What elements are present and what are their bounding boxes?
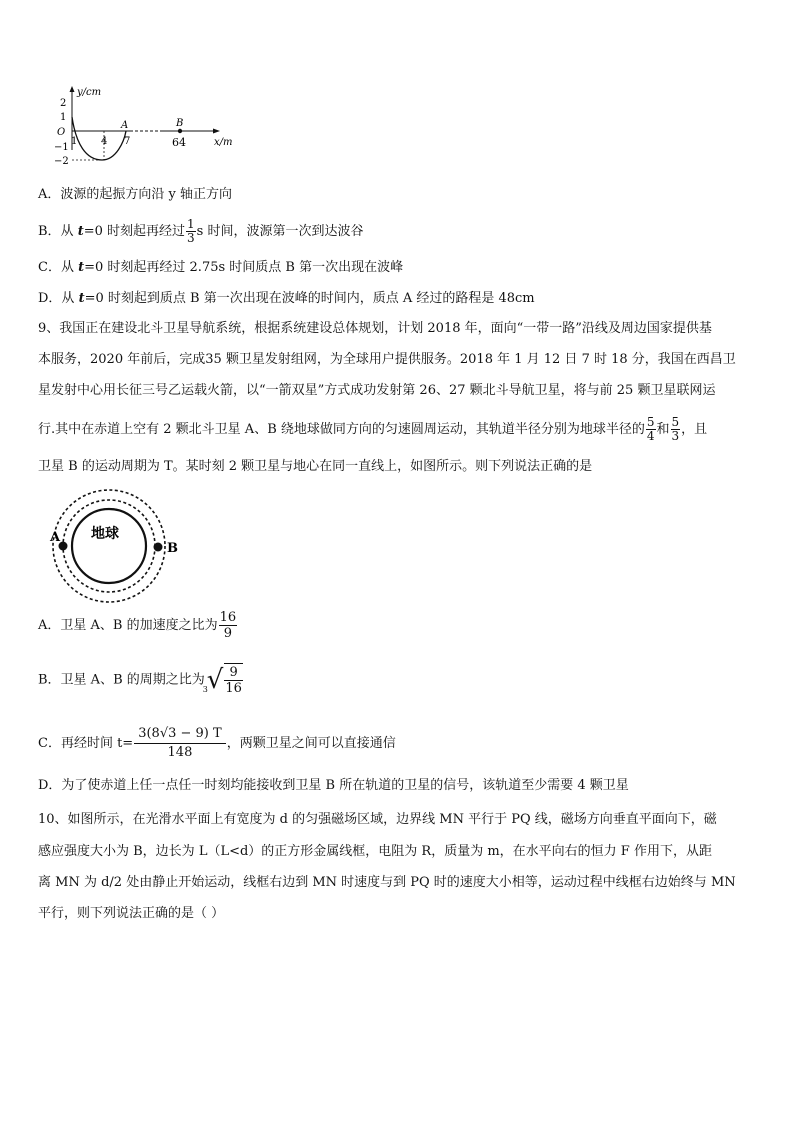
q9-option-a [38, 608, 238, 644]
x-tick-4: 4 [101, 136, 108, 147]
q9-line-4-pre: 行.其中在赤道上空有 2 颗北斗卫星 A、B 绕地球做同方向的匀速圆周运动，其轨道半径分别为地球半径的 [38, 422, 645, 437]
x-tick-64: 64 [172, 136, 186, 149]
q8-option-c-post: =0 时刻起再经过 2.75s 时间质点 B 第一次出现在波峰 [84, 260, 404, 275]
satellite-a-label: A [50, 530, 61, 545]
q8-option-c [38, 259, 403, 277]
q8-option-c-t: t [78, 260, 85, 275]
radical-sign: √ [206, 664, 224, 695]
satellite-b-dot [154, 543, 163, 552]
q9-option-a-pre: A．卫星 A、B 的加速度之比为 [38, 618, 218, 633]
q9-line-1: 9、我国正在建设北斗卫星导航系统，根据系统建设总体规划，计划 2018 年，面向“一带一路”沿线及周边国家提供基 [38, 321, 712, 336]
x-tick-7: 7 [124, 136, 131, 147]
y-tick-1: 1 [60, 112, 67, 123]
q9-option-b-pre: B．卫星 A、B 的周期之比为 [38, 672, 205, 688]
q10-line-4: 平行，则下列说法正确的是（ ） [38, 906, 225, 921]
y-tick-2: 2 [60, 98, 67, 109]
q9-option-c-pre: C．再经时间 t= [38, 736, 134, 751]
earth-label: 地球 [91, 526, 119, 542]
q8-option-b [38, 214, 363, 250]
fraction-numerator: 3(8√3 − 9) T [134, 725, 225, 744]
q8-option-b-fraction [186, 218, 196, 245]
earth-circle [72, 509, 146, 583]
fraction-numerator: 5 [671, 415, 680, 429]
satellite-b-label: B [167, 541, 178, 556]
cube-root [202, 660, 244, 700]
point-b-label: B [176, 118, 184, 129]
fraction-denominator: 16 [225, 681, 242, 696]
q9-line-4-post: ，且 [681, 422, 708, 437]
y-tick-neg2: −2 [54, 156, 69, 167]
q8-option-b-t: t [77, 224, 84, 239]
wave-curve [72, 117, 129, 160]
x-axis-arrow [213, 129, 220, 134]
orbit-diagram [34, 486, 194, 604]
root-index: 3 [202, 685, 208, 694]
q8-option-b-pre: B．从 [38, 224, 78, 239]
fraction-numerator: 1 [187, 217, 195, 231]
y-tick-neg1: −1 [54, 142, 69, 153]
fraction-denominator: 3 [671, 429, 680, 443]
q9-fraction-5-3 [671, 416, 681, 443]
q9-option-c-fraction [134, 725, 225, 762]
q9-option-b-fraction [224, 663, 243, 696]
q8-option-a: A．波源的起振方向沿 y 轴正方向 [38, 187, 232, 202]
x-axis-label: x/m [214, 137, 233, 148]
y-axis-arrow [70, 86, 75, 92]
q9-line-4 [38, 412, 707, 448]
wave-graph [52, 84, 252, 167]
q9-fraction-5-4 [646, 416, 656, 443]
y-axis-label: y/cm [77, 87, 102, 98]
fraction-denominator: 4 [646, 429, 655, 443]
q9-line-5: 卫星 B 的运动周期为 T。某时刻 2 颗卫星与地心在同一直线上，如图所示。则下列说法正确的是 [38, 459, 593, 474]
q8-option-d-post: =0 时刻起到质点 B 第一次出现在波峰的时间内，质点 A 经过的路程是 48cm [84, 291, 535, 306]
q8-option-b-mid: =0 时刻起再经过 [83, 224, 185, 239]
q9-line-4-and: 和 [656, 422, 670, 437]
q8-option-c-pre: C．从 [38, 260, 79, 275]
point-a-label: A [121, 120, 129, 131]
fraction-numerator: 5 [646, 415, 655, 429]
q8-option-d-pre: D．从 [38, 291, 79, 306]
q9-option-d: D．为了使赤道上任一点任一时刻均能接收到卫星 B 所在轨道的卫星的信号，该轨道至少需要 4 颗卫星 [38, 778, 629, 793]
fraction-denominator: 3 [187, 231, 195, 245]
q10-line-1: 10、如图所示，在光滑水平面上有宽度为 d 的匀强磁场区域，边界线 MN 平行于 PQ 线，磁场方向垂直平面向下，磁 [38, 812, 717, 827]
point-b-dot [178, 129, 182, 133]
q9-option-a-fraction [219, 610, 238, 641]
q8-option-b-post: s 时间，波源第一次到达波谷 [196, 224, 364, 239]
q8-option-d-t: t [78, 291, 85, 306]
q9-line-2: 本服务，2020 年前后，完成35 颗卫星发射组网，为全球用户提供服务。2018 年 1 月 12 日 7 时 18 分，我国在西昌卫 [38, 352, 736, 367]
q8-option-d [38, 290, 535, 308]
q9-option-b [38, 660, 244, 701]
fraction-denominator: 148 [167, 745, 193, 760]
q10-line-3: 离 MN 为 d/2 处由静止开始运动，线框右边到 MN 时速度与到 PQ 时的速度大小相等，运动过程中线框右边始终与 MN [38, 875, 736, 890]
origin-label: O [57, 127, 66, 138]
fraction-numerator: 16 [219, 610, 237, 625]
fraction-denominator: 9 [223, 626, 233, 641]
q10-line-2: 感应强度大小为 B，边长为 L（L<d）的正方形金属线框，电阻为 R，质量为 m，在水平向右的恒力 F 作用下，从距 [38, 844, 712, 859]
q9-option-c-post: ，两颗卫星之间可以直接通信 [226, 736, 396, 751]
q9-option-c [38, 724, 396, 764]
q9-line-3: 星发射中心用长征三号乙运载火箭，以“一箭双星”方式成功发射第 26、27 颗北斗导航卫星，将与前 25 颗卫星联网运 [38, 383, 716, 398]
x-tick-1: 1 [71, 136, 78, 147]
fraction-numerator: 9 [224, 665, 243, 681]
